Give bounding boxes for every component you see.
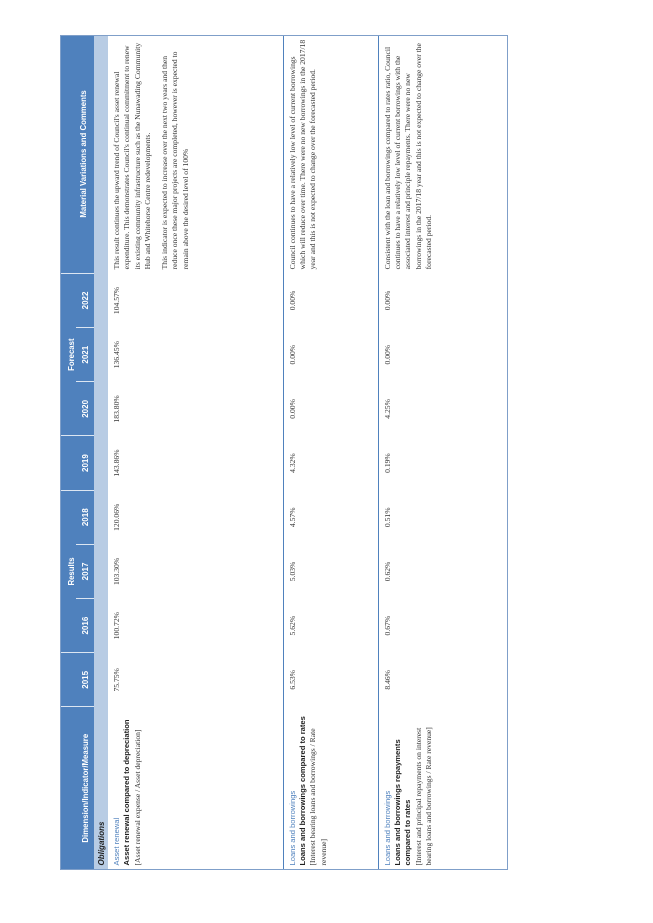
dimension-label: Loans and borrowings bbox=[382, 790, 392, 866]
value-cell: 5.62% bbox=[283, 599, 378, 653]
value-cell: 0.62% bbox=[378, 544, 508, 598]
value-cell: 136.45% bbox=[108, 328, 283, 382]
value-cell: 120.06% bbox=[108, 490, 283, 544]
dimension-label: Asset renewal bbox=[112, 817, 121, 866]
value-cell: 103.30% bbox=[108, 544, 283, 598]
value-cell: 0.51% bbox=[378, 490, 508, 544]
comments-cell bbox=[108, 35, 283, 273]
value-cell: 0.00% bbox=[283, 382, 378, 436]
comments-cell bbox=[283, 35, 378, 273]
comments-cell bbox=[378, 35, 508, 273]
value-cell: 100.72% bbox=[108, 599, 283, 653]
forecast-group-header: Forecast bbox=[60, 273, 76, 436]
value-cell: 0.00% bbox=[283, 328, 378, 382]
section-row bbox=[94, 35, 108, 870]
year-header: 2021 bbox=[76, 328, 94, 382]
comment-paragraph: This result continues the upward trend of Council's asset renewal expenditure. This demonstrates Council's continual commitment to renew its existing community infrastructure such as the Nunawading Community Hub and Whitehorse Centre redevelopments. bbox=[112, 42, 153, 270]
value-cell: 143.86% bbox=[108, 436, 283, 490]
year-header: 2016 bbox=[76, 599, 94, 653]
table-row bbox=[108, 35, 283, 870]
measure-formula: [Interest and principal repayments on interest bearing loans and borrowings / Rate revenue] bbox=[413, 727, 434, 866]
performance-indicator-table bbox=[60, 35, 508, 870]
comment-paragraph: This indicator is expected to increase over the next two years and then reduce once these major projects are completed, however is expected to remain above the desired level of 100% bbox=[159, 51, 190, 270]
value-cell: 4.32% bbox=[283, 436, 378, 490]
table-row bbox=[283, 35, 378, 870]
header-group-row bbox=[60, 35, 76, 870]
comment-paragraph: Council continues to have a relatively low level of current borrowings which will reduce over time. There were no new borrowings in the 2017/18 year and this is not expected to change over the forecasted period. bbox=[287, 39, 318, 270]
measure-formula: [Asset renewal expense / Asset depreciation] bbox=[132, 729, 142, 866]
results-group-header: Results bbox=[60, 490, 76, 653]
value-cell: 0.67% bbox=[378, 599, 508, 653]
value-cell: 0.00% bbox=[378, 328, 508, 382]
indicator-label: Asset renewal compared to depreciation bbox=[122, 719, 132, 866]
year-header: 2019 bbox=[76, 436, 94, 490]
value-cell: 75.75% bbox=[108, 653, 283, 707]
year-header: 2015 bbox=[76, 653, 94, 707]
value-cell: 0.19% bbox=[378, 436, 508, 490]
indicator-label: Loans and borrowings repayments compared to rates bbox=[392, 739, 413, 866]
measure-cell bbox=[108, 707, 283, 870]
measure-column-header: Dimension/Indicator/Measure bbox=[60, 707, 94, 870]
indicator-label: Loans and borrowings compared to rates bbox=[297, 716, 307, 866]
year-header: 2018 bbox=[76, 490, 94, 544]
value-cell: 104.57% bbox=[108, 273, 283, 327]
comment-paragraph: Consistent with the loan and borrowings compared to rates ratio, Council continues to have a relatively low level of current borrowings with the associated interest and principle repayments. There were no new borrowings in the 2017/18 year and this is not expected to change over the forecasted period. bbox=[382, 43, 434, 270]
dimension-label: Loans and borrowings bbox=[287, 790, 297, 866]
year-header: 2022 bbox=[76, 273, 94, 327]
section-title: Obligations bbox=[94, 35, 108, 870]
measure-cell bbox=[378, 707, 508, 870]
value-cell: 0.00% bbox=[378, 273, 508, 327]
value-cell: 6.53% bbox=[283, 653, 378, 707]
comments-column-header: Material Variations and Comments bbox=[60, 35, 94, 273]
value-cell: 4.57% bbox=[283, 490, 378, 544]
year-header: 2017 bbox=[76, 544, 94, 598]
year-header: 2020 bbox=[76, 382, 94, 436]
rotated-page bbox=[60, 35, 508, 870]
value-cell: 8.46% bbox=[378, 653, 508, 707]
value-cell: 0.00% bbox=[283, 273, 378, 327]
value-cell: 183.80% bbox=[108, 382, 283, 436]
value-cell: 5.03% bbox=[283, 544, 378, 598]
measure-cell bbox=[283, 707, 378, 870]
value-cell: 4.25% bbox=[378, 382, 508, 436]
table-row bbox=[378, 35, 508, 870]
measure-formula: [Interest bearing loans and borrowings / Rate revenue] bbox=[308, 728, 328, 866]
